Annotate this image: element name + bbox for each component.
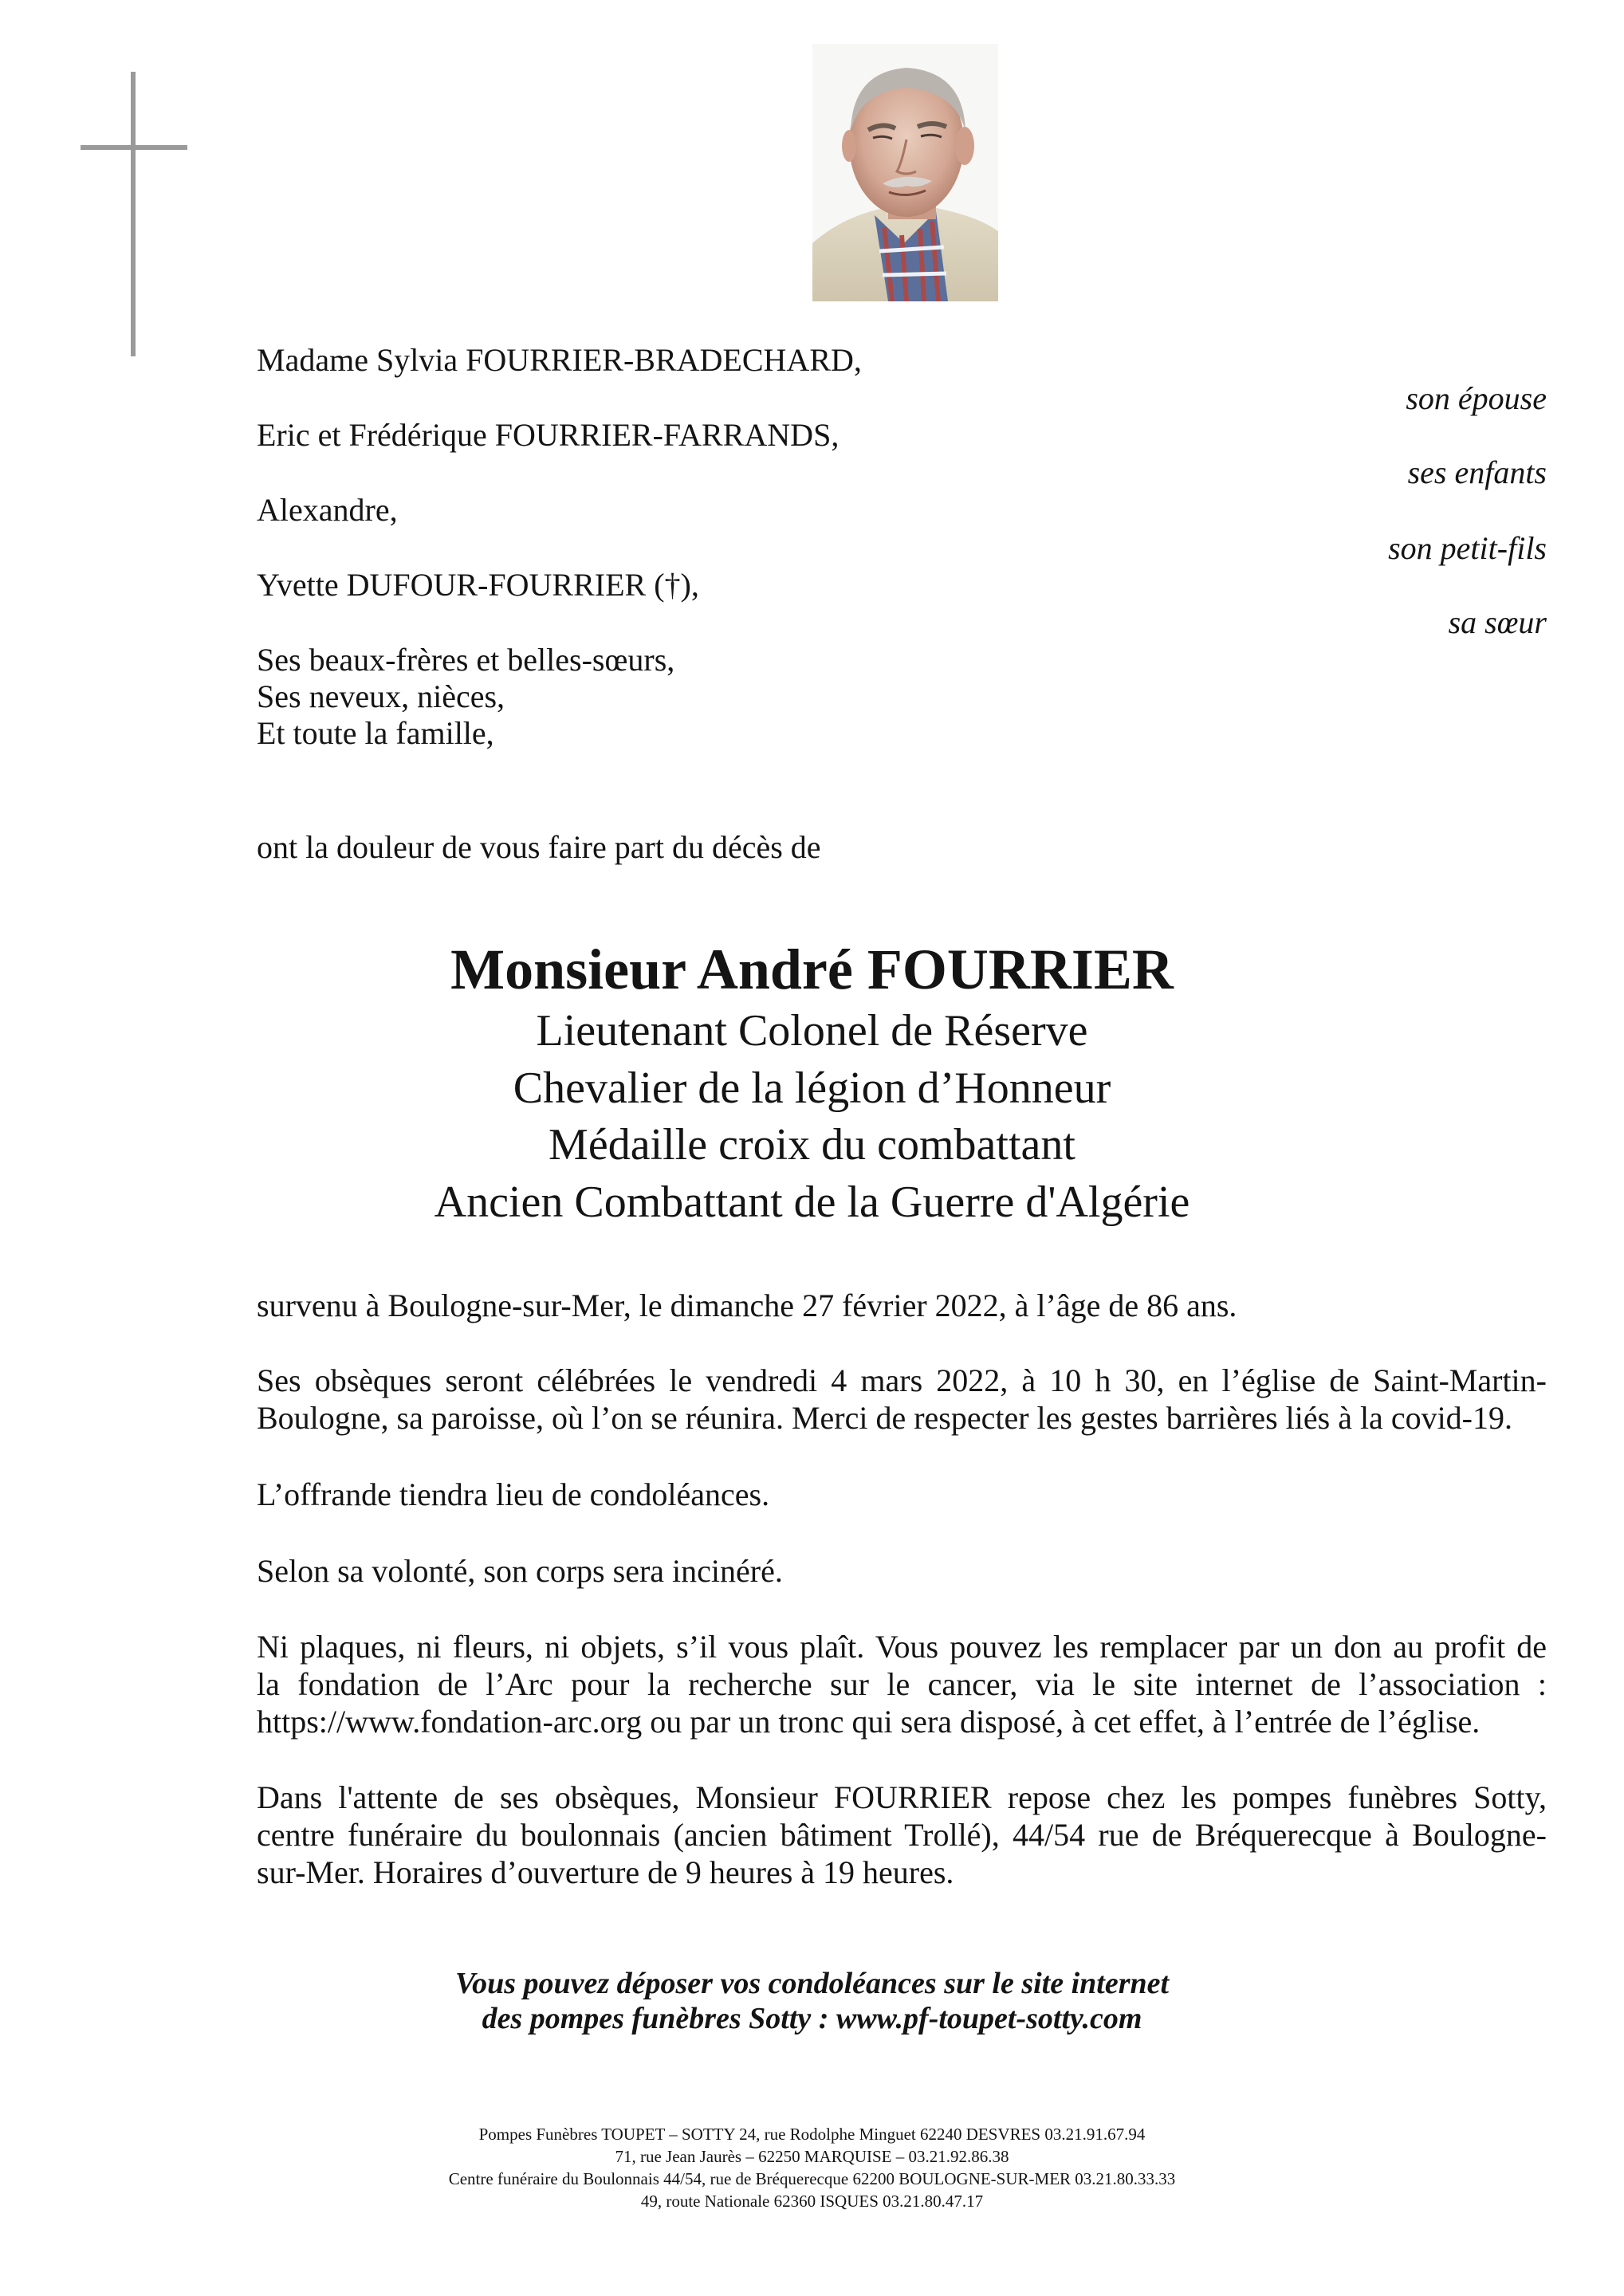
deceased-name: Monsieur André FOURRIER bbox=[450, 938, 1174, 1001]
funeral-home-footer bbox=[0, 2123, 1624, 2212]
family-member-name: Yvette DUFOUR-FOURRIER (†), bbox=[257, 567, 699, 603]
paragraph-line: Boulogne, sa paroisse, où l’on se réunira. Merci de respecter les gestes barrières liés à la covid-19. bbox=[257, 1400, 1512, 1436]
funeral-paragraph bbox=[257, 1362, 1547, 1437]
paragraph-line: Ses obsèques seront célébrées le vendredi 4 mars 2022, à 10 h 30, en l’église de Saint-Martin- bbox=[257, 1362, 1547, 1398]
paragraph-line: https://www.fondation-arc.org ou par un tronc qui sera disposé, à cet effet, à l’entrée de l’église. bbox=[257, 1704, 1480, 1740]
cross-vertical-bar bbox=[131, 72, 136, 356]
paragraph-line: L’offrande tiendra lieu de condoléances. bbox=[257, 1476, 770, 1512]
footer-address-line: Centre funéraire du Boulonnais 44/54, rue de Bréquerecque 62200 BOULOGNE-SUR-MER 03.21.80.33.33 bbox=[448, 2169, 1176, 2188]
family-member-name: Alexandre, bbox=[257, 492, 398, 528]
paragraph-line: Selon sa volonté, son corps sera incinéré. bbox=[257, 1553, 783, 1589]
deceased-title: Chevalier de la légion d’Honneur bbox=[513, 1063, 1111, 1113]
family-member-relation: ses enfants bbox=[1407, 454, 1547, 490]
footer-address-line: Pompes Funèbres TOUPET – SOTTY 24, rue Rodolphe Minguet 62240 DESVRES 03.21.91.67.94 bbox=[478, 2125, 1146, 2144]
resting-paragraph bbox=[257, 1779, 1547, 1891]
paragraph-line: sur-Mer. Horaires d’ouverture de 9 heures à 19 heures. bbox=[257, 1854, 954, 1890]
paragraph-line: Dans l'attente de ses obsèques, Monsieur FOURRIER repose chez les pompes funèbres Sotty, bbox=[257, 1779, 1547, 1815]
footer-address-line: 49, route Nationale 62360 ISQUES 03.21.80.47.17 bbox=[640, 2192, 984, 2211]
family-others-line: Ses neveux, nièces, bbox=[257, 678, 505, 714]
donation-paragraph bbox=[257, 1628, 1547, 1740]
family-member-relation: son petit-fils bbox=[1388, 530, 1547, 566]
family-member-name: Madame Sylvia FOURRIER-BRADECHARD, bbox=[257, 342, 862, 378]
deceased-title: Médaille croix du combattant bbox=[549, 1120, 1075, 1170]
death-paragraph bbox=[257, 1287, 1547, 1324]
cremation-paragraph bbox=[257, 1552, 1547, 1590]
family-member-name: Eric et Frédérique FOURRIER-FARRANDS, bbox=[257, 417, 840, 453]
deceased-title: Ancien Combattant de la Guerre d'Algérie bbox=[434, 1177, 1190, 1227]
announcement-text: ont la douleur de vous faire part du décès de bbox=[257, 829, 821, 865]
condolences-line-with-link[interactable]: des pompes funèbres Sotty : www.pf-toupet-sotty.com bbox=[482, 2002, 1142, 2035]
paragraph-line: Ni plaques, ni fleurs, ni objets, s’il vous plaît. Vous pouvez les remplacer par un don au profit de bbox=[257, 1629, 1547, 1665]
family-others-line: Ses beaux-frères et belles-sœurs, bbox=[257, 642, 675, 678]
family-member-relation: sa sœur bbox=[1448, 604, 1547, 640]
footer-address-line: 71, rue Jean Jaurès – 62250 MARQUISE – 03.21.92.86.38 bbox=[615, 2147, 1009, 2166]
family-others-line: Et toute la famille, bbox=[257, 715, 494, 751]
condolences-notice bbox=[0, 1966, 1624, 2036]
paragraph-line: survenu à Boulogne-sur-Mer, le dimanche 27 février 2022, à l’âge de 86 ans. bbox=[257, 1288, 1237, 1323]
paragraph-line: la fondation de l’Arc pour la recherche sur le cancer, via le site internet de l’association : bbox=[257, 1666, 1547, 1702]
family-member-relation: son épouse bbox=[1406, 380, 1547, 416]
condolences-line: Vous pouvez déposer vos condoléances sur le site internet bbox=[454, 1967, 1170, 2000]
cross-horizontal-bar bbox=[81, 145, 187, 150]
portrait-image bbox=[812, 44, 998, 301]
portrait-photo bbox=[812, 44, 998, 301]
deceased-title: Lieutenant Colonel de Réserve bbox=[536, 1006, 1088, 1056]
offering-paragraph bbox=[257, 1476, 1547, 1513]
paragraph-line: centre funéraire du boulonnais (ancien bâtiment Trollé), 44/54 rue de Bréquerecque à Boulogne- bbox=[257, 1817, 1547, 1853]
